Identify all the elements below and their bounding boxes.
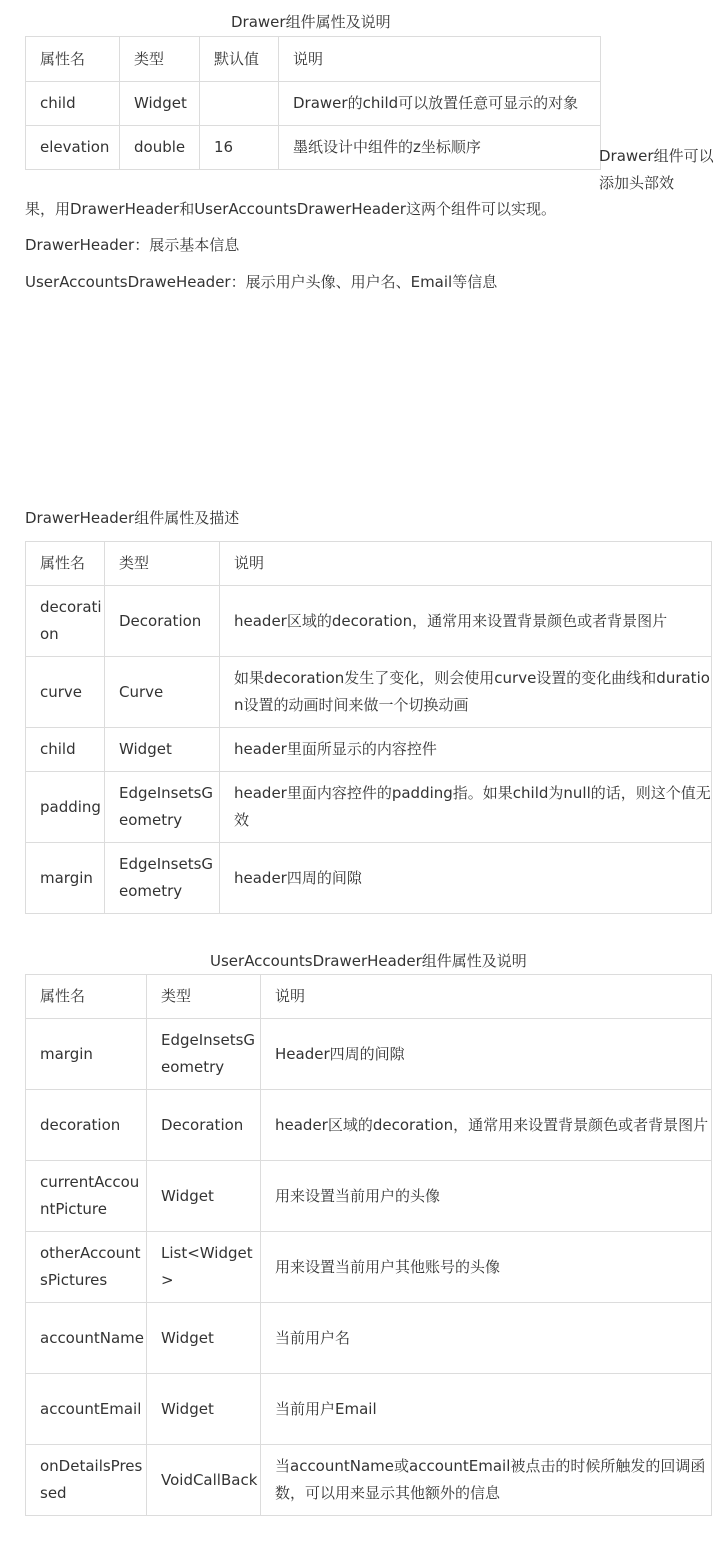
- header-cell: 属性名: [26, 542, 105, 586]
- table-cell: Drawer的child可以放置任意可显示的对象: [279, 82, 601, 126]
- table-cell: currentAccountPicture: [26, 1161, 147, 1232]
- table-cell: child: [26, 728, 105, 772]
- table-row: [26, 772, 712, 843]
- table-row: [26, 1161, 712, 1232]
- table-header-row: [26, 542, 712, 586]
- table3-caption: UserAccountsDrawerHeader组件属性及说明: [210, 952, 527, 970]
- table-header-row: [26, 37, 601, 82]
- table-cell: onDetailsPressed: [26, 1445, 147, 1516]
- header-cell: 说明: [261, 975, 712, 1019]
- table-cell: Decoration: [105, 586, 220, 657]
- table-cell: List<Widget>: [147, 1232, 261, 1303]
- table-header-row: [26, 975, 712, 1019]
- user-accounts-drawer-header-properties-table: [25, 974, 712, 1516]
- table-row: [26, 1374, 712, 1445]
- table-row: [26, 728, 712, 772]
- table-cell: Curve: [105, 657, 220, 728]
- table-cell: header区域的decoration，通常用来设置背景颜色或者背景图片: [220, 586, 712, 657]
- table-row: [26, 1019, 712, 1090]
- header-cell: 默认值: [200, 37, 279, 82]
- table-cell: header区域的decoration，通常用来设置背景颜色或者背景图片: [261, 1090, 712, 1161]
- table-cell: 16: [200, 126, 279, 170]
- table-row: [26, 586, 712, 657]
- table-row: [26, 1090, 712, 1161]
- table-cell: padding: [26, 772, 105, 843]
- table-cell: accountEmail: [26, 1374, 147, 1445]
- table-cell: curve: [26, 657, 105, 728]
- float-paragraph-text: Drawer组件可以添加头部效: [599, 147, 714, 192]
- table-row: [26, 126, 601, 170]
- table-cell: margin: [26, 843, 105, 914]
- table-cell: elevation: [26, 126, 120, 170]
- table-cell: 当前用户Email: [261, 1374, 712, 1445]
- table-cell: child: [26, 82, 120, 126]
- table-cell: Decoration: [147, 1090, 261, 1161]
- table-cell: accountName: [26, 1303, 147, 1374]
- table-row: [26, 843, 712, 914]
- table-cell: 墨纸设计中组件的z坐标顺序: [279, 126, 601, 170]
- table-cell: [200, 82, 279, 126]
- table-row: [26, 82, 601, 126]
- table-cell: otherAccountsPictures: [26, 1232, 147, 1303]
- table-cell: Widget: [105, 728, 220, 772]
- paragraph-line: UserAccountsDraweHeader：展示用户头像、用户名、Email等信息: [25, 273, 498, 291]
- header-cell: 说明: [220, 542, 712, 586]
- table2-caption: DrawerHeader组件属性及描述: [25, 509, 240, 527]
- table-cell: EdgeInsetsGeometry: [147, 1019, 261, 1090]
- table-cell: double: [120, 126, 200, 170]
- header-cell: 类型: [147, 975, 261, 1019]
- table-row: [26, 1232, 712, 1303]
- table-cell: margin: [26, 1019, 147, 1090]
- header-cell: 类型: [105, 542, 220, 586]
- drawer-properties-table: [25, 36, 601, 170]
- paragraph-line: 果，用DrawerHeader和UserAccountsDrawerHeader这两个组件可以实现。: [25, 200, 556, 218]
- table-cell: 如果decoration发生了变化，则会使用curve设置的变化曲线和duration设置的动画时间来做一个切换动画: [220, 657, 712, 728]
- table-row: [26, 1445, 712, 1516]
- table-row: [26, 1303, 712, 1374]
- paragraph-line: DrawerHeader：展示基本信息: [25, 236, 240, 254]
- header-cell: 属性名: [26, 975, 147, 1019]
- table-cell: Widget: [147, 1374, 261, 1445]
- table-cell: Header四周的间隙: [261, 1019, 712, 1090]
- table-cell: Widget: [147, 1161, 261, 1232]
- table-cell: decoration: [26, 586, 105, 657]
- table-cell: header四周的间隙: [220, 843, 712, 914]
- table-cell: 当前用户名: [261, 1303, 712, 1374]
- table-cell: 用来设置当前用户其他账号的头像: [261, 1232, 712, 1303]
- table-row: [26, 657, 712, 728]
- header-cell: 属性名: [26, 37, 120, 82]
- table-cell: VoidCallBack: [147, 1445, 261, 1516]
- table-cell: Widget: [120, 82, 200, 126]
- header-cell: 说明: [279, 37, 601, 82]
- table-cell: 当accountName或accountEmail被点击的时候所触发的回调函数，可以用来显示其他额外的信息: [261, 1445, 712, 1516]
- drawer-header-properties-table: [25, 541, 712, 914]
- table-cell: header里面内容控件的padding指。如果child为null的话，则这个值无效: [220, 772, 712, 843]
- table-cell: EdgeInsetsGeometry: [105, 843, 220, 914]
- table-cell: Widget: [147, 1303, 261, 1374]
- table-cell: EdgeInsetsGeometry: [105, 772, 220, 843]
- table-cell: header里面所显示的内容控件: [220, 728, 712, 772]
- table-cell: decoration: [26, 1090, 147, 1161]
- header-cell: 类型: [120, 37, 200, 82]
- table-cell: 用来设置当前用户的头像: [261, 1161, 712, 1232]
- table1-caption: Drawer组件属性及说明: [231, 13, 391, 31]
